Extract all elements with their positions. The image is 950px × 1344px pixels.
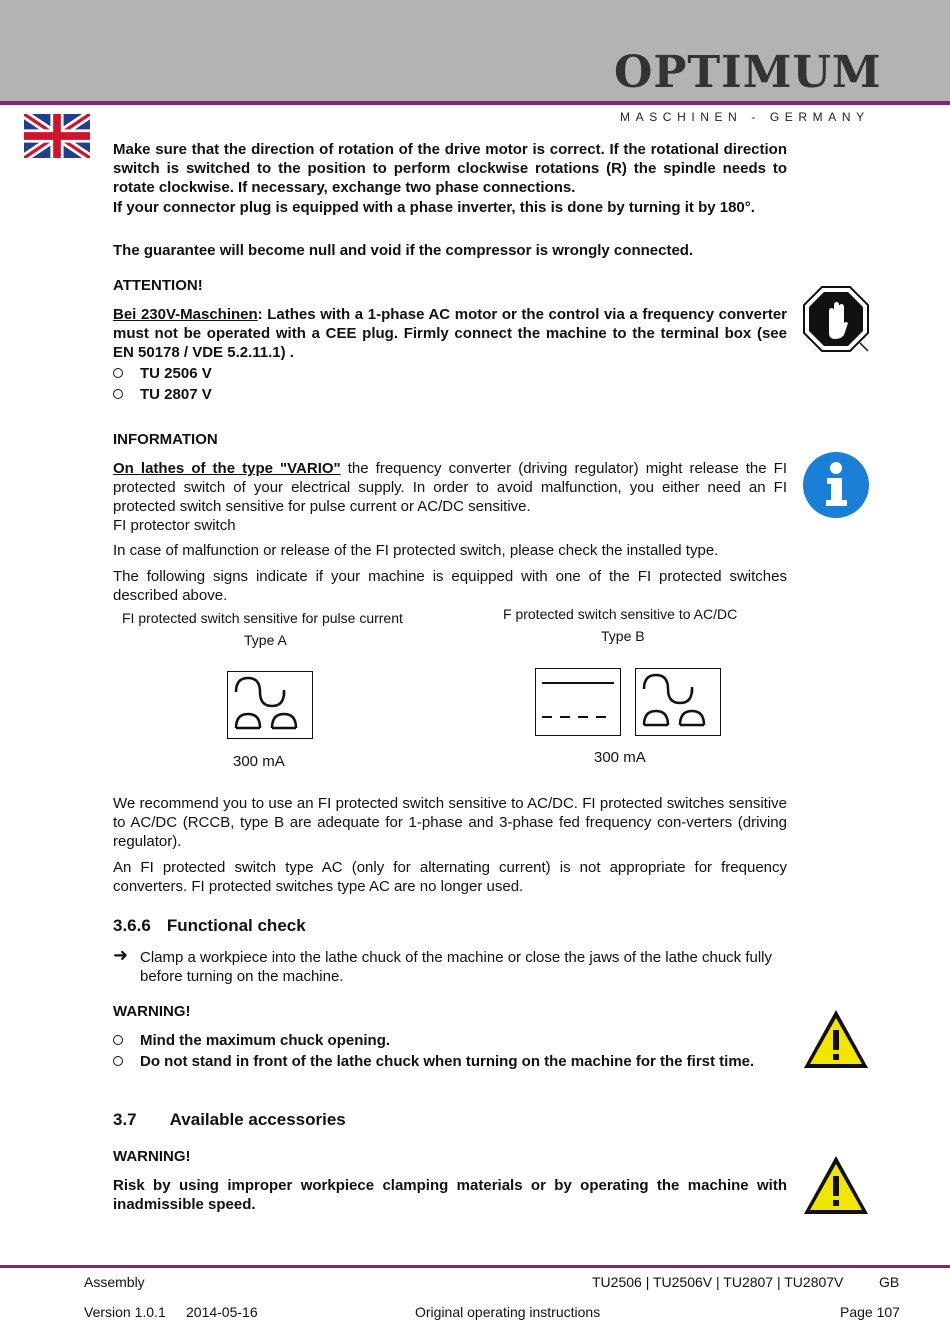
attention-body: : Lathes with a 1-phase AC motor or the control via a frequency converter must not be operated with a CEE plug. Firmly connect the machine to the terminal box (see EN 50178 / VDE 5.2.11.1) . xyxy=(113,306,787,361)
information-body: the frequency converter (driving regulator) might release the FI protected switch of your electrical supply. In order to avoid malfunction, you either need an FI protected switch sensitive for pulse current or AC/DC sensitive. xyxy=(113,460,787,515)
warning-triangle-icon xyxy=(802,1008,870,1070)
pulse-current-symbol-icon xyxy=(227,671,313,739)
warning-triangle-icon xyxy=(802,1154,870,1216)
information-check-paragraph: In case of malfunction or release of the FI protected switch, please check the installed type. xyxy=(113,542,719,559)
arrow-right-icon: ➜ xyxy=(113,945,129,965)
footer-models: TU2506 | TU2506V | TU2807 | TU2807V xyxy=(592,1274,844,1290)
pulse-current-symbol-icon xyxy=(635,668,721,736)
intro-rotation-paragraph: Make sure that the direction of rotation of the drive motor is correct. If the rotational direction switch is switched to the position to perform clockwise rotations (R) the spindle needs to rotate clockwise. If necessary, exchange two phase connections. xyxy=(113,141,787,196)
information-paragraph xyxy=(113,459,787,516)
optimum-logo: OPTIMUM xyxy=(614,47,882,98)
attention-heading: ATTENTION! xyxy=(113,277,203,294)
accessories-warning-text: Risk by using improper workpiece clamping materials or by operating the machine with inadmissible speed. xyxy=(113,1177,787,1213)
section-366-heading: 3.6.6 Functional check xyxy=(113,916,306,935)
symbol-a-type: Type A xyxy=(244,632,287,648)
information-lead: On lathes of the type "VARIO" xyxy=(113,460,341,477)
warning-heading: WARNING! xyxy=(113,1003,191,1020)
attention-paragraph xyxy=(113,305,787,362)
footer-version: Version 1.0.1 xyxy=(84,1304,166,1320)
symbol-b-caption: F protected switch sensitive to AC/DC xyxy=(503,606,738,622)
section-37-heading: 3.7 Available accessories xyxy=(113,1110,346,1129)
footer-document-title: Original operating instructions xyxy=(415,1304,601,1320)
intro-guarantee-paragraph: The guarantee will become null and void if the compressor is wrongly connected. xyxy=(113,242,694,259)
stop-hand-icon xyxy=(802,285,870,353)
logo-tagline: MASCHINEN - GERMANY xyxy=(620,110,870,124)
footer-chapter: Assembly xyxy=(84,1274,145,1290)
information-heading: INFORMATION xyxy=(113,431,218,448)
symbol-b-type: Type B xyxy=(601,628,645,644)
functional-check-step: Clamp a workpiece into the lathe chuck of the machine or close the jaws of the lathe chuck fully before turning on the machine. xyxy=(140,949,772,985)
footer-divider xyxy=(0,1265,950,1268)
footer-date: 2014-05-16 xyxy=(186,1304,258,1320)
header-divider xyxy=(0,101,950,105)
symbol-a-rating: 300 mA xyxy=(233,753,285,770)
type-ac-paragraph: An FI protected switch type AC (only for alternating current) is not appropriate for frequency converters. FI protected switches type AC are no longer used. xyxy=(113,859,787,895)
footer-language: GB xyxy=(879,1274,900,1290)
intro-phase-inverter-paragraph: If your connector plug is equipped with a phase inverter, this is done by turning it by 180°. xyxy=(113,199,755,216)
dc-symbol-icon xyxy=(535,668,621,736)
footer-page-number: Page 107 xyxy=(840,1304,900,1320)
info-icon xyxy=(802,451,870,519)
information-signs-paragraph: The following signs indicate if your machine is equipped with one of the FI protected switches described above. xyxy=(113,568,787,604)
warning-heading: WARNING! xyxy=(113,1148,191,1165)
recommend-paragraph: We recommend you to use an FI protected switch sensitive to AC/DC. FI protected switches sensitive to AC/DC (RCCB, type B are adequate for 1-phase and 3-phase fed frequency con-verters (driving regulator). xyxy=(113,795,787,850)
attention-lead: Bei 230V-Maschinen xyxy=(113,306,258,323)
symbol-b-rating: 300 mA xyxy=(594,749,646,766)
symbol-a-caption: FI protected switch sensitive for pulse current xyxy=(122,610,403,626)
uk-flag-icon xyxy=(24,114,90,158)
fi-protector-switch-line: FI protector switch xyxy=(113,517,236,534)
